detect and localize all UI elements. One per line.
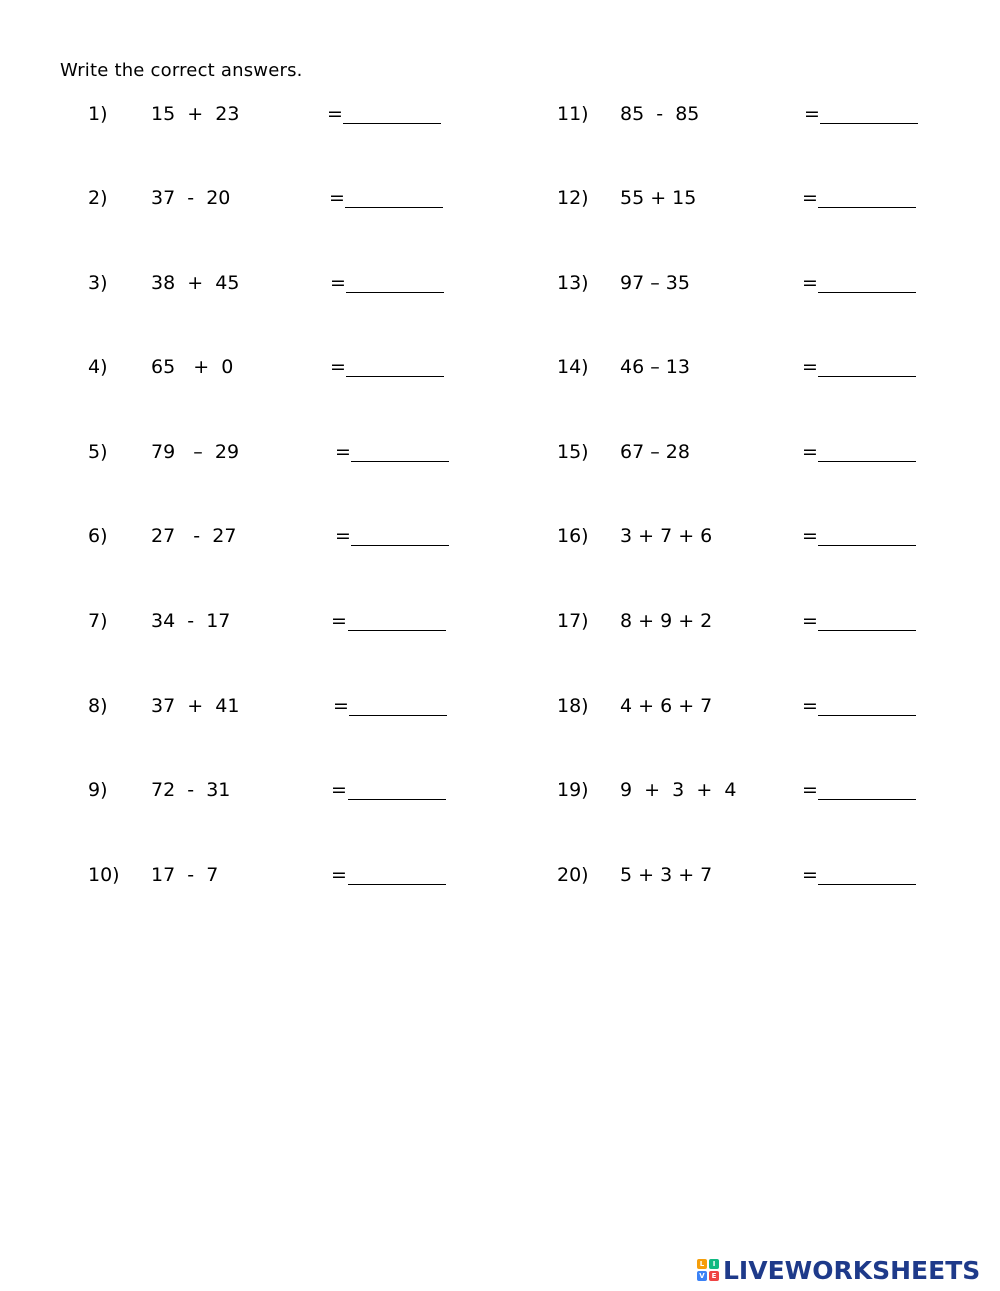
answer-blank[interactable]	[351, 545, 449, 546]
equals-sign: =	[335, 441, 351, 463]
equals-sign: =	[335, 525, 351, 547]
problem-number: 10)	[88, 864, 120, 886]
problem-row	[557, 606, 818, 636]
answer-blank[interactable]	[346, 292, 444, 293]
problem-expression: 8 + 9 + 2	[620, 610, 713, 632]
problem-row	[557, 860, 818, 890]
equals-sign: =	[802, 356, 818, 378]
problem-expression: 72 - 31	[151, 779, 231, 801]
problem-expression: 97 – 35	[620, 272, 690, 294]
logo-text: LIVEWORKSHEETS	[723, 1255, 981, 1285]
problem-number: 6)	[88, 525, 108, 547]
problem-expression: 27 - 27	[151, 525, 237, 547]
problem-expression: 79 – 29	[151, 441, 240, 463]
instruction-text: Write the correct answers.	[60, 60, 303, 81]
problem-row	[557, 268, 818, 298]
answer-blank[interactable]	[348, 799, 446, 800]
problem-number: 7)	[88, 610, 108, 632]
problem-number: 11)	[557, 103, 589, 125]
problem-row	[557, 183, 818, 213]
answer-blank[interactable]	[346, 376, 444, 377]
problem-row	[557, 99, 820, 129]
problem-row	[88, 99, 343, 129]
problem-number: 13)	[557, 272, 589, 294]
problem-expression: 34 - 17	[151, 610, 231, 632]
problem-row	[88, 691, 349, 721]
problem-row	[88, 606, 347, 636]
problem-expression: 15 + 23	[151, 103, 240, 125]
answer-blank[interactable]	[818, 715, 916, 716]
problem-expression: 37 + 41	[151, 695, 240, 717]
problem-row	[557, 437, 818, 467]
answer-blank[interactable]	[349, 715, 447, 716]
answer-blank[interactable]	[348, 884, 446, 885]
problem-expression: 17 - 7	[151, 864, 219, 886]
equals-sign: =	[330, 272, 346, 294]
answer-blank[interactable]	[348, 630, 446, 631]
problem-expression: 4 + 6 + 7	[620, 695, 713, 717]
problem-row	[88, 437, 351, 467]
equals-sign: =	[804, 103, 820, 125]
problem-number: 20)	[557, 864, 589, 886]
problem-expression: 65 + 0	[151, 356, 234, 378]
problem-row	[88, 521, 351, 551]
problem-row	[557, 775, 818, 805]
equals-sign: =	[802, 187, 818, 209]
answer-blank[interactable]	[818, 799, 916, 800]
equals-sign: =	[333, 695, 349, 717]
equals-sign: =	[330, 356, 346, 378]
equals-sign: =	[802, 864, 818, 886]
problem-expression: 38 + 45	[151, 272, 240, 294]
problem-expression: 3 + 7 + 6	[620, 525, 713, 547]
answer-blank[interactable]	[818, 207, 916, 208]
answer-blank[interactable]	[818, 376, 916, 377]
equals-sign: =	[331, 610, 347, 632]
problem-number: 18)	[557, 695, 589, 717]
problem-number: 12)	[557, 187, 589, 209]
problem-row	[88, 268, 346, 298]
problem-row	[557, 521, 818, 551]
logo-block: E	[709, 1271, 719, 1281]
logo-blocks-icon	[697, 1259, 719, 1281]
problem-expression: 46 – 13	[620, 356, 690, 378]
problem-number: 4)	[88, 356, 108, 378]
problem-number: 1)	[88, 103, 108, 125]
problem-number: 14)	[557, 356, 589, 378]
problem-expression: 9 + 3 + 4	[620, 779, 737, 801]
problem-number: 16)	[557, 525, 589, 547]
problem-number: 15)	[557, 441, 589, 463]
equals-sign: =	[331, 779, 347, 801]
liveworksheets-logo	[697, 1255, 980, 1285]
problem-expression: 37 - 20	[151, 187, 231, 209]
equals-sign: =	[331, 864, 347, 886]
problem-number: 17)	[557, 610, 589, 632]
logo-block: V	[697, 1271, 707, 1281]
answer-blank[interactable]	[818, 461, 916, 462]
logo-block: I	[709, 1259, 719, 1269]
problem-expression: 5 + 3 + 7	[620, 864, 713, 886]
answer-blank[interactable]	[818, 884, 916, 885]
logo-block: L	[697, 1259, 707, 1269]
problem-number: 9)	[88, 779, 108, 801]
equals-sign: =	[802, 779, 818, 801]
problem-number: 19)	[557, 779, 589, 801]
problem-row	[88, 775, 347, 805]
problem-expression: 85 - 85	[620, 103, 700, 125]
problem-row	[88, 183, 345, 213]
problem-number: 8)	[88, 695, 108, 717]
problem-expression: 67 – 28	[620, 441, 690, 463]
problem-number: 5)	[88, 441, 108, 463]
equals-sign: =	[327, 103, 343, 125]
answer-blank[interactable]	[820, 123, 918, 124]
answer-blank[interactable]	[818, 545, 916, 546]
answer-blank[interactable]	[343, 123, 441, 124]
answer-blank[interactable]	[351, 461, 449, 462]
equals-sign: =	[802, 610, 818, 632]
problem-expression: 55 + 15	[620, 187, 697, 209]
problem-row	[88, 860, 347, 890]
equals-sign: =	[802, 441, 818, 463]
problem-number: 3)	[88, 272, 108, 294]
equals-sign: =	[802, 525, 818, 547]
answer-blank[interactable]	[818, 292, 916, 293]
problem-row	[88, 352, 346, 382]
answer-blank[interactable]	[818, 630, 916, 631]
equals-sign: =	[802, 695, 818, 717]
answer-blank[interactable]	[345, 207, 443, 208]
problem-row	[557, 352, 818, 382]
problem-number: 2)	[88, 187, 108, 209]
problem-row	[557, 691, 818, 721]
equals-sign: =	[802, 272, 818, 294]
equals-sign: =	[329, 187, 345, 209]
